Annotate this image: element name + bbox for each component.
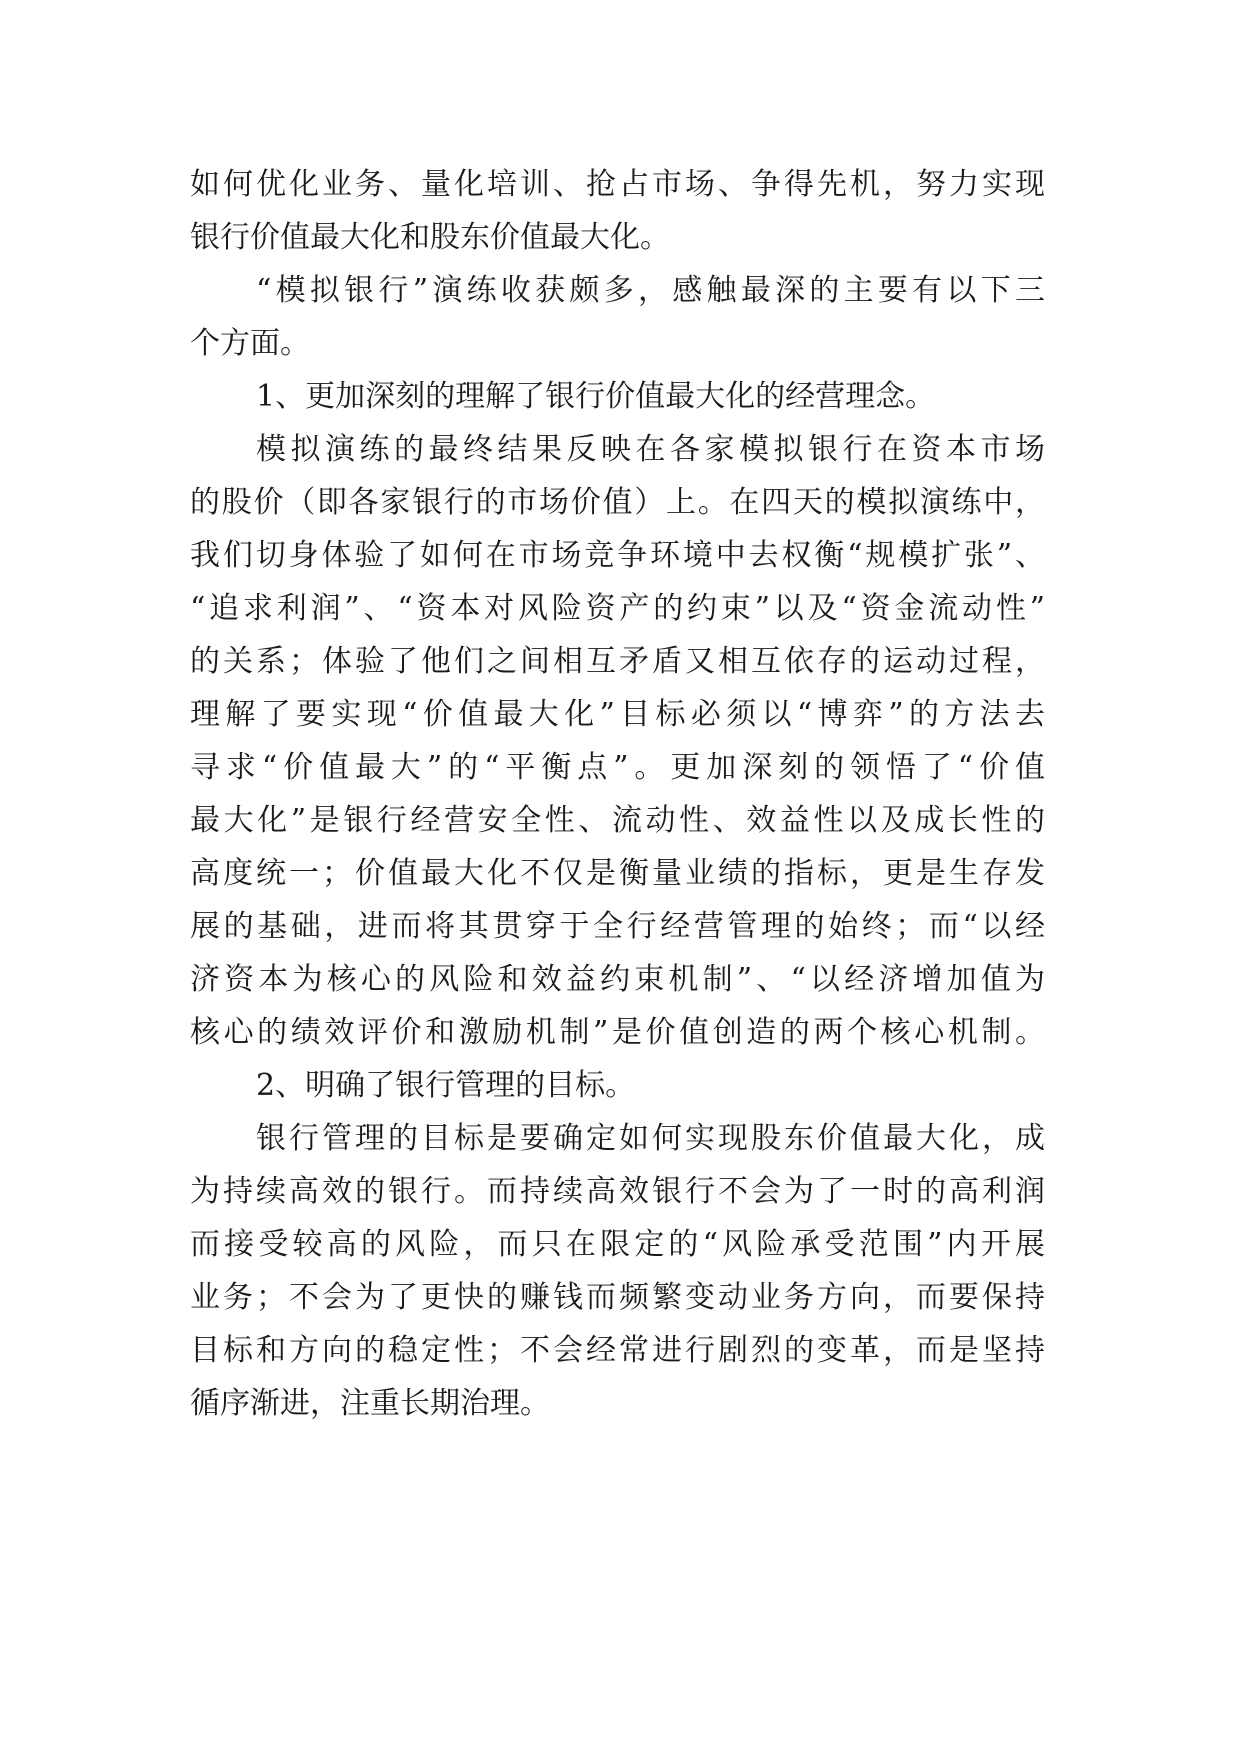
paragraph-line: 目标和方向的稳定性；不会经常进行剧烈的变革，而是坚持 [190, 1333, 1045, 1368]
document-body [190, 158, 1050, 1430]
paragraph-line: 展的基础，进而将其贯穿于全行经营管理的始终；而“以经 [190, 909, 1045, 944]
paragraph-line: 高度统一；价值最大化不仅是衡量业绩的指标，更是生存发 [190, 856, 1045, 891]
paragraph-line: 模拟演练的最终结果反映在各家模拟银行在资本市场 [256, 432, 1045, 467]
paragraph-line: 如何优化业务、量化培训、抢占市场、争得先机，努力实现 [190, 167, 1045, 202]
paragraph-line: 业务；不会为了更快的赚钱而频繁变动业务方向，而要保持 [190, 1280, 1045, 1315]
paragraph-line: 银行管理的目标是要确定如何实现股东价值最大化，成 [256, 1121, 1045, 1156]
paragraph-line: 寻求“价值最大”的“平衡点”。更加深刻的领悟了“价值 [190, 750, 1045, 785]
paragraph-line: “追求利润”、“资本对风险资产的约束”以及“资金流动性” [190, 591, 1045, 626]
paragraph-line: 的股价（即各家银行的市场价值）上。在四天的模拟演练中， [190, 485, 1045, 520]
paragraph-line: 理解了要实现“价值最大化”目标必须以“博弈”的方法去 [190, 697, 1045, 732]
paragraph-line: “模拟银行”演练收获颇多，感触最深的主要有以下三 [256, 273, 1045, 308]
paragraph-line: 银行价值最大化和股东价值最大化。 [190, 220, 670, 255]
paragraph-line: 个方面。 [190, 326, 310, 361]
paragraph-line: 的关系；体验了他们之间相互矛盾又相互依存的运动过程， [190, 644, 1045, 679]
section-heading: 1、更加深刻的理解了银行价值最大化的经营理念。 [256, 379, 936, 414]
paragraph-line: 我们切身体验了如何在市场竞争环境中去权衡“规模扩张”、 [190, 538, 1045, 573]
paragraph-line: 循序渐进，注重长期治理。 [190, 1386, 550, 1421]
paragraph-line: 最大化”是银行经营安全性、流动性、效益性以及成长性的 [190, 803, 1045, 838]
paragraph-line: 核心的绩效评价和激励机制”是价值创造的两个核心机制。 [190, 1015, 1045, 1050]
paragraph-line: 而接受较高的风险，而只在限定的“风险承受范围”内开展 [190, 1227, 1045, 1262]
paragraph-line: 为持续高效的银行。而持续高效银行不会为了一时的高利润 [190, 1174, 1045, 1209]
section-heading: 2、明确了银行管理的目标。 [256, 1068, 636, 1103]
paragraph-line: 济资本为核心的风险和效益约束机制”、“以经济增加值为 [190, 962, 1045, 997]
